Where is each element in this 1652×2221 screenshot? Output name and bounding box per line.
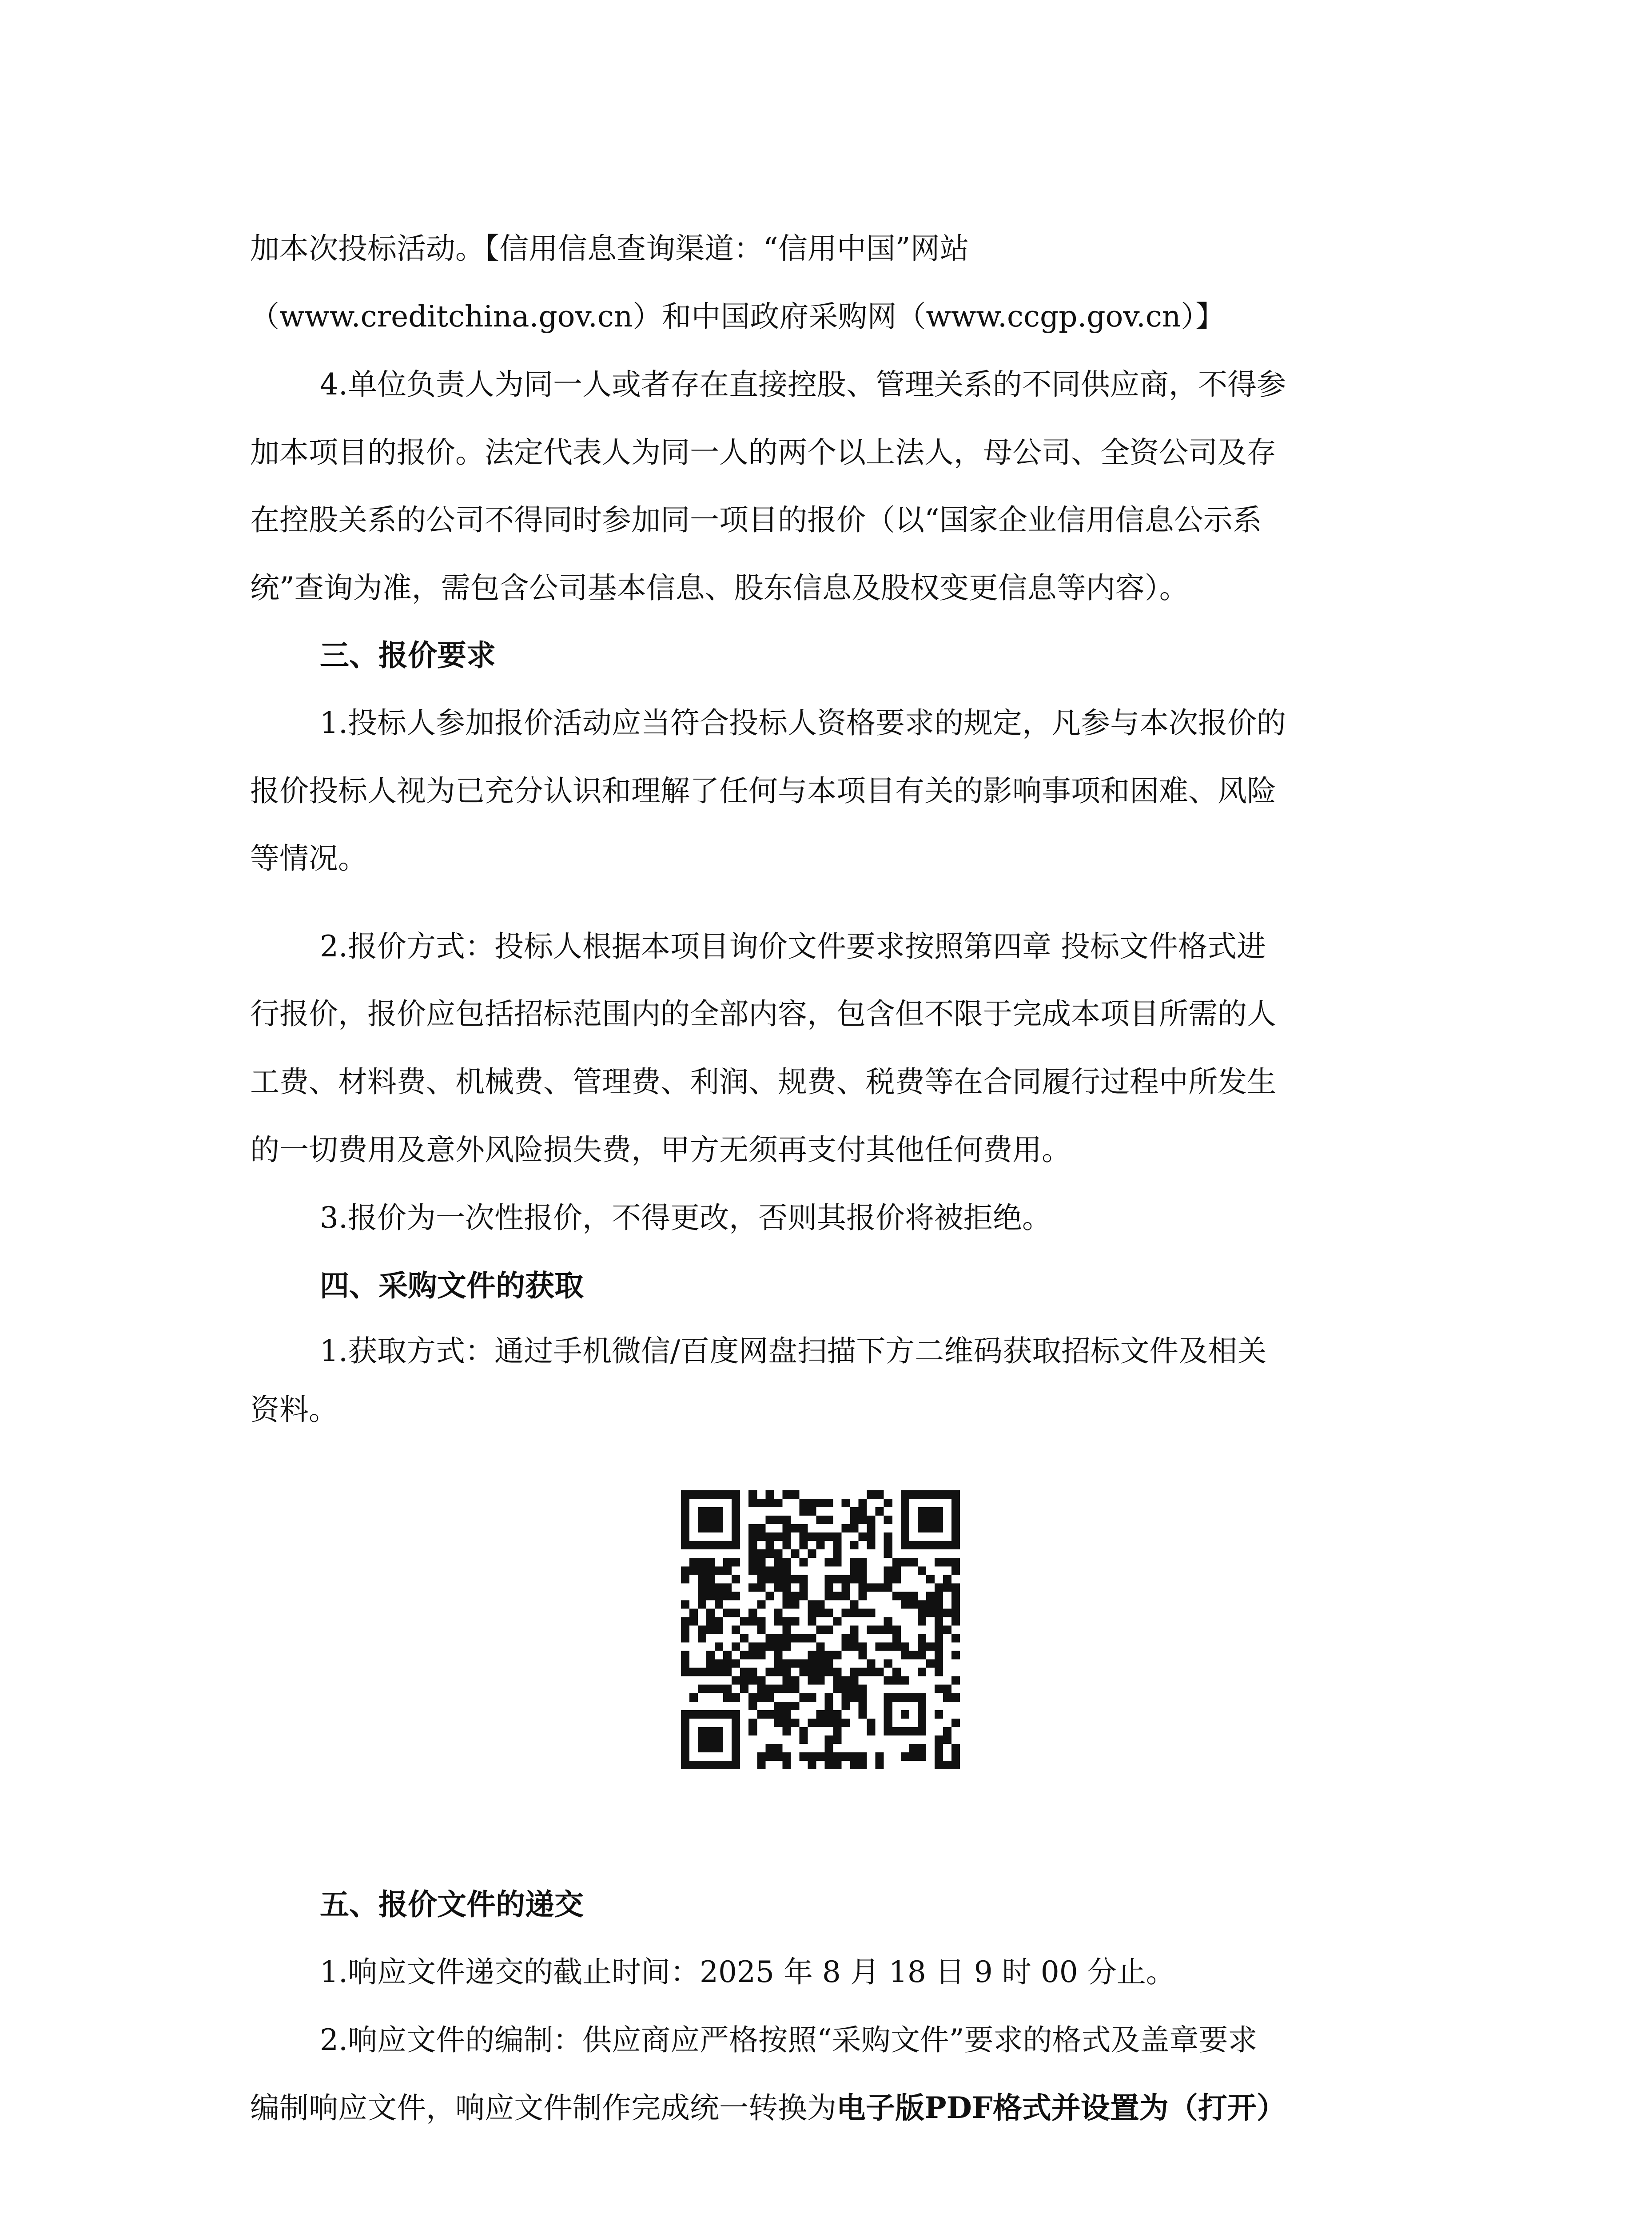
section-4-heading: 四、采购文件的获取 [320, 1268, 584, 1303]
s4-para-1-line-1: 1.获取方式：通过手机微信/百度网盘扫描下方二维码获取招标文件及相关 [320, 1334, 1267, 1368]
s3-para-2-line-3: 工费、材料费、机械费、管理费、利润、规费、税费等在合同履行过程中所发生 [250, 1065, 1276, 1099]
s5-para-2-line-1: 2.响应文件的编制：供应商应严格按照“采购文件”要求的格式及盖章要求 [320, 2023, 1258, 2057]
s3-para-1-line-3: 等情况。 [250, 841, 367, 876]
s3-para-2-line-1: 2.报价方式：投标人根据本项目询价文件要求按照第四章 投标文件格式进 [320, 929, 1266, 963]
s5-para-2-line-2-bold: 电子版PDF格式并设置为（打开） [836, 2090, 1286, 2125]
qr-finder-top-right [901, 1490, 960, 1549]
qr-finder-bottom-left [681, 1710, 740, 1769]
para-4-line-4: 统”查询为准，需包含公司基本信息、股东信息及股权变更信息等内容）。 [250, 571, 1189, 605]
qr-alignment [884, 1693, 926, 1735]
qr-finder-top-left [681, 1490, 740, 1549]
s3-para-3: 3.报价为一次性报价，不得更改，否则其报价将被拒绝。 [320, 1201, 1051, 1235]
continuation-line-1: 加本次投标活动。【信用信息查询渠道：“信用中国”网站 [250, 231, 969, 266]
para-4-line-3: 在控股关系的公司不得同时参加同一项目的报价（以“国家企业信用信息公示系 [250, 503, 1262, 537]
s5-para-1: 1.响应文件递交的截止时间：2025 年 8 月 18 日 9 时 00 分止。 [320, 1955, 1175, 1989]
qr-code [681, 1490, 960, 1769]
s5-para-2-line-2 [250, 2087, 1405, 2129]
para-4-line-2: 加本项目的报价。法定代表人为同一人的两个以上法人，母公司、全资公司及存 [250, 435, 1276, 470]
section-3-heading: 三、报价要求 [320, 638, 496, 673]
s4-para-1-line-2: 资料。 [250, 1393, 338, 1427]
continuation-line-2: （www.creditchina.gov.cn）和中国政府采购网（www.ccgp.gov.cn）】 [250, 299, 1225, 334]
s3-para-1-line-1: 1.投标人参加报价活动应当符合投标人资格要求的规定，凡参与本次报价的 [320, 706, 1286, 740]
s3-para-2-line-2: 行报价，报价应包括招标范围内的全部内容，包含但不限于完成本项目所需的人 [250, 997, 1276, 1031]
s3-para-1-line-2: 报价投标人视为已充分认识和理解了任何与本项目有关的影响事项和困难、风险 [250, 774, 1276, 808]
section-5-heading: 五、报价文件的递交 [320, 1887, 584, 1922]
s5-para-2-line-2-normal: 编制响应文件，响应文件制作完成统一转换为 [250, 2091, 836, 2125]
para-4-line-1: 4.单位负责人为同一人或者存在直接控股、管理关系的不同供应商，不得参 [320, 367, 1286, 402]
s3-para-2-line-4: 的一切费用及意外风险损失费，甲方无须再支付其他任何费用。 [250, 1133, 1071, 1167]
